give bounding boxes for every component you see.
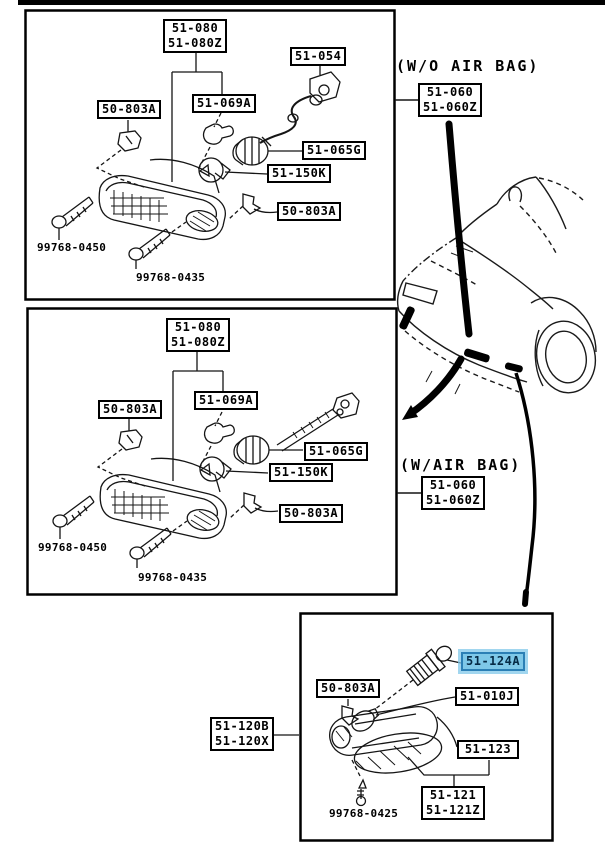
part-label-51-120B[interactable]: 51-120B 51-120X — [210, 717, 274, 751]
part-label-51-080-middle[interactable]: 51-080 51-080Z — [166, 318, 230, 352]
car-art — [398, 124, 602, 604]
part-label-50-803A-middle-left[interactable]: 50-803A — [98, 400, 162, 419]
front-lamp-art-top — [52, 52, 302, 269]
part-label-51-060-wo-airbag[interactable]: 51-060 51-060Z — [418, 83, 482, 117]
w-airbag-caption: (W/AIR BAG) — [400, 456, 522, 474]
part-number-99768-0450-middle: 99768-0450 — [38, 541, 108, 554]
front-lamp-art-middle — [53, 351, 303, 568]
section-frames — [26, 11, 553, 841]
part-label-50-803A-top-right[interactable]: 50-803A — [277, 202, 341, 221]
part-label-50-803A-middle-right[interactable]: 50-803A — [279, 504, 343, 523]
part-number-99768-0450-top: 99768-0450 — [37, 241, 107, 254]
part-label-51-080-top[interactable]: 51-080 51-080Z — [163, 19, 227, 53]
part-label-51-124A-highlighted[interactable]: 51-124A — [461, 652, 525, 671]
sidemarker-arrow — [516, 373, 535, 604]
part-label-51-065G-top[interactable]: 51-065G — [302, 141, 366, 160]
part-number-99768-0435-middle: 99768-0435 — [138, 571, 208, 584]
part-label-51-150K-top[interactable]: 51-150K — [267, 164, 331, 183]
harness-art — [260, 65, 340, 146]
part-label-51-069A-top[interactable]: 51-069A — [192, 94, 256, 113]
part-label-51-150K-middle[interactable]: 51-150K — [269, 463, 333, 482]
part-label-51-121[interactable]: 51-121 51-121Z — [421, 786, 485, 820]
part-number-99768-0425: 99768-0425 — [329, 807, 399, 820]
locator-arrows — [402, 124, 535, 604]
side-mirror — [509, 187, 521, 202]
part-label-51-069A-middle[interactable]: 51-069A — [194, 391, 258, 410]
part-label-51-065G-middle[interactable]: 51-065G — [304, 442, 368, 461]
bumper — [399, 311, 527, 382]
part-label-51-010J[interactable]: 51-010J — [455, 687, 519, 706]
w-airbag-arrow — [410, 359, 461, 414]
page-top-rule — [18, 0, 605, 5]
part-label-50-803A-top-left[interactable]: 50-803A — [97, 100, 161, 119]
socket-51-124A-art — [405, 640, 456, 687]
part-number-99768-0435-top: 99768-0435 — [136, 271, 206, 284]
part-label-51-060-w-airbag[interactable]: 51-060 51-060Z — [421, 476, 485, 510]
part-label-51-123[interactable]: 51-123 — [457, 740, 519, 759]
headlight — [403, 283, 437, 304]
housing-art — [330, 707, 438, 756]
sidemarker-art — [273, 640, 489, 805]
wo-airbag-caption: (W/O AIR BAG) — [396, 57, 540, 75]
part-label-51-054[interactable]: 51-054 — [290, 47, 346, 66]
wheel-arch — [531, 297, 596, 352]
part-label-50-803A-bottom[interactable]: 50-803A — [316, 679, 380, 698]
